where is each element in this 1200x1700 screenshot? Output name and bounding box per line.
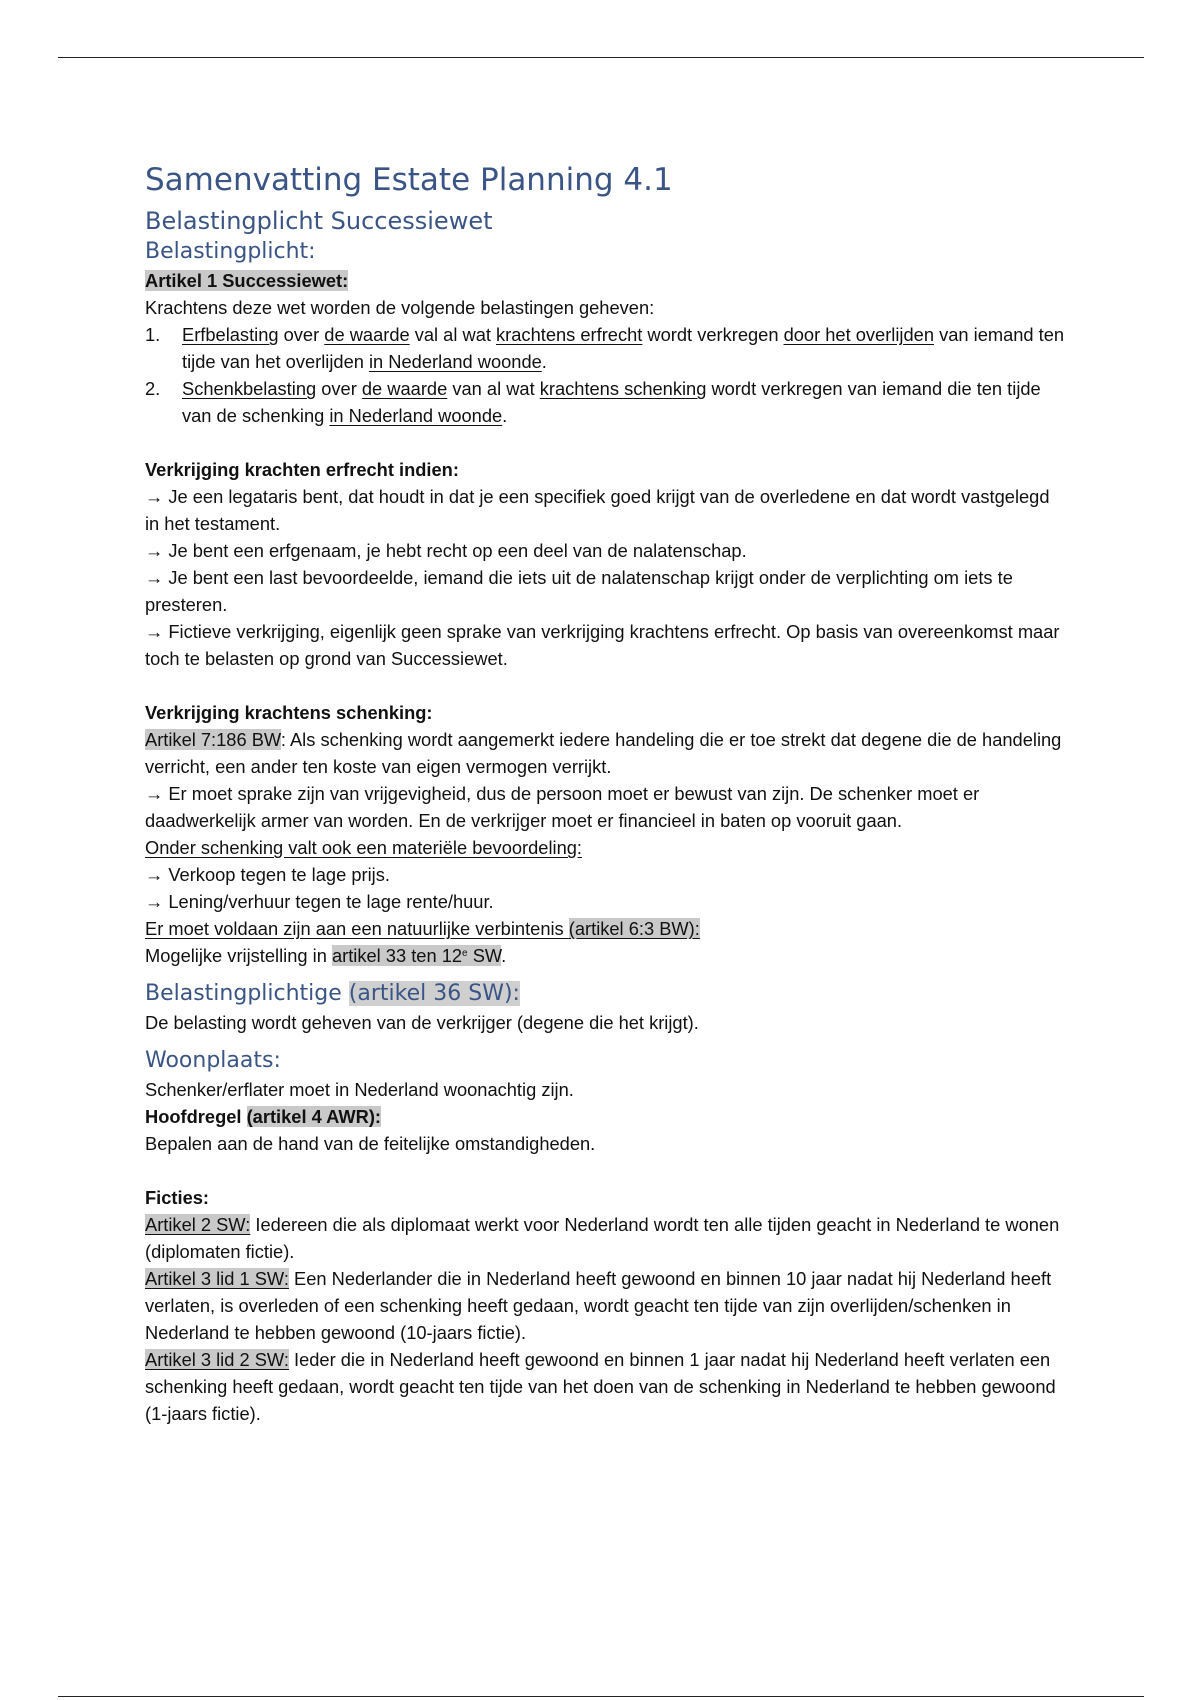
fictie-text: Een Nederlander die in Nederland heeft gewoond en binnen 10 jaar nadat hij Nederland heeft verlaten, is overleden of een schenking heeft gedaan, wordt geacht ten tijde van zijn overlijden/schenken in Nederland te hebben gewoond (10-jaars fictie).: [145, 1268, 1052, 1343]
belastingplichtige-text: De belasting wordt geheven van de verkrijger (degene die het krijgt).: [145, 1012, 699, 1033]
text-run: van iemand ten tijde van het overlijden: [182, 324, 1065, 372]
term-in-nederland-woonde: in Nederland woonde: [329, 405, 503, 426]
natuurlijke-verbintenis-text: Er moet voldaan zijn aan een natuurlijke verbintenis: [145, 918, 569, 939]
list-marker: 1.: [145, 324, 161, 345]
article-6-3-label: (artikel 6:3 BW):: [568, 918, 700, 939]
spacer: [145, 672, 1065, 699]
erfrecht-heading: Verkrijging krachten erfrecht indien:: [145, 459, 459, 480]
fictie-article-label: Artikel 3 lid 1 SW:: [145, 1268, 289, 1289]
term-erfbelasting: Erfbelasting: [182, 324, 279, 345]
belastingplichtige-heading: [145, 979, 1065, 1009]
document-title: Samenvatting Estate Planning 4.1: [145, 162, 673, 198]
article-4-awr-label: (artikel 4 AWR):: [246, 1106, 381, 1127]
belastingplichtige-heading-text: Belastingplichtige: [145, 981, 349, 1006]
text-run: wordt verkregen van iemand die ten tijde van de schenking: [182, 378, 1041, 426]
article-36-label: (artikel 36 SW):: [348, 981, 520, 1006]
article-1-label: Artikel 1 Successiewet:: [145, 270, 349, 291]
erfrecht-point: → Je bent een last bevoordeelde, iemand die iets uit de nalatenschap krijgt onder de verplichting om iets te presteren.: [145, 567, 1013, 615]
text-run: van al wat: [447, 378, 540, 399]
article-1-intro: Krachtens deze wet worden de volgende belastingen geheven:: [145, 297, 655, 318]
schenking-point: → Verkoop tegen te lage prijs.: [145, 864, 390, 885]
spacer: [145, 1157, 1065, 1184]
article-7-186-label: Artikel 7:186 BW: [145, 729, 281, 750]
erfrecht-point: → Je bent een erfgenaam, je hebt recht op een deel van de nalatenschap.: [145, 540, 747, 561]
woonplaats-text: Schenker/erflater moet in Nederland woonachtig zijn.: [145, 1079, 574, 1100]
hoofdregel-line: [145, 1103, 1065, 1130]
schenking-point: → Er moet sprake zijn van vrijgevigheid, dus de persoon moet er bewust van zijn. De schenker moet er daadwerkelijk armer van worden. En de verkrijger moet er financieel in baten op vooruit gaan.: [145, 783, 980, 831]
text-run: val al wat: [409, 324, 497, 345]
fictie-text: Iedereen die als diplomaat werkt voor Nederland wordt ten alle tijden geacht in Nederland te wonen (diplomaten fictie).: [145, 1214, 1060, 1262]
spacer: [145, 429, 1065, 456]
fictie-text: Ieder die in Nederland heeft gewoond en binnen 1 jaar nadat hij Nederland heeft verlaten een schenking heeft gedaan, wordt geacht ten tijde van het doen van de schenking in Nederland te hebben gewoond (1-jaars fictie).: [145, 1349, 1056, 1424]
fictie-item: [145, 1211, 1065, 1265]
vrijstelling-text: Mogelijke vrijstelling in: [145, 945, 332, 966]
footer-rule: [58, 1696, 1144, 1697]
superscript: e: [462, 948, 468, 959]
schenking-definition: [145, 726, 1065, 780]
article-1-label-line: [145, 267, 1065, 294]
fictie-article-label: Artikel 3 lid 2 SW:: [145, 1349, 289, 1370]
natuurlijke-verbintenis-line: [145, 915, 1065, 942]
list-item: [145, 375, 1065, 429]
schenking-materiele-line: [145, 834, 1065, 861]
text-run: wordt verkregen: [642, 324, 784, 345]
article-33-sw: SW: [467, 945, 502, 966]
term-krachtens-erfrecht: krachtens erfrecht: [496, 324, 643, 345]
hoofdregel-label: Hoofdregel: [145, 1106, 247, 1127]
subheading-belastingplicht: Belastingplicht:: [145, 239, 316, 264]
schenking-heading: Verkrijging krachtens schenking:: [145, 702, 433, 723]
term-door-het-overlijden: door het overlijden: [783, 324, 934, 345]
fictie-item: [145, 1346, 1065, 1427]
term-schenkbelasting: Schenkbelasting: [182, 378, 317, 399]
hoofdregel-text: Bepalen aan de hand van de feitelijke omstandigheden.: [145, 1133, 596, 1154]
vrijstelling-line: [145, 942, 1065, 969]
list-marker: 2.: [145, 378, 161, 399]
ficties-heading: Ficties:: [145, 1187, 210, 1208]
text-run: .: [502, 405, 508, 426]
text-run: .: [501, 945, 507, 966]
spacer: [145, 969, 1065, 979]
term-de-waarde: de waarde: [361, 378, 448, 399]
article-33-text: artikel 33 ten 12: [331, 945, 463, 966]
erfrecht-point: → Je een legataris bent, dat houdt in dat je een specifiek goed krijgt van de overledene en dat wordt vastgelegd in het testament.: [145, 486, 1050, 534]
schenking-point: → Lening/verhuur tegen te lage rente/huur.: [145, 891, 494, 912]
header-rule: [58, 57, 1144, 58]
section-heading-belastingplicht-successiewet: Belastingplicht Successiewet: [145, 207, 493, 235]
erfrecht-point: → Fictieve verkrijging, eigenlijk geen sprake van verkrijging krachtens erfrecht. Op basis van overeenkomst maar toch te belasten op grond van Successiewet.: [145, 621, 1060, 669]
article-7-186-text: : Als schenking wordt aangemerkt iedere handeling die er toe strekt dat degene die de handeling verricht, een ander ten koste van eigen vermogen verrijkt.: [145, 729, 1062, 777]
article-33-label: [332, 945, 501, 966]
text-run: over: [278, 324, 325, 345]
text-run: .: [541, 351, 547, 372]
text-run: over: [316, 378, 362, 399]
list-item: [145, 321, 1065, 375]
term-in-nederland-woonde: in Nederland woonde: [369, 351, 542, 372]
belastingen-list: [145, 321, 1065, 429]
fictie-article-label: Artikel 2 SW:: [145, 1214, 251, 1235]
woonplaats-heading: Woonplaats:: [145, 1048, 281, 1073]
spacer: [145, 1036, 1065, 1046]
fictie-item: [145, 1265, 1065, 1346]
term-de-waarde: de waarde: [324, 324, 410, 345]
materiele-bevoordeling-text: Onder schenking valt ook een materiële bevoordeling:: [145, 837, 582, 858]
document-body: [145, 160, 1065, 1427]
term-krachtens-schenking: krachtens schenking: [539, 378, 707, 399]
